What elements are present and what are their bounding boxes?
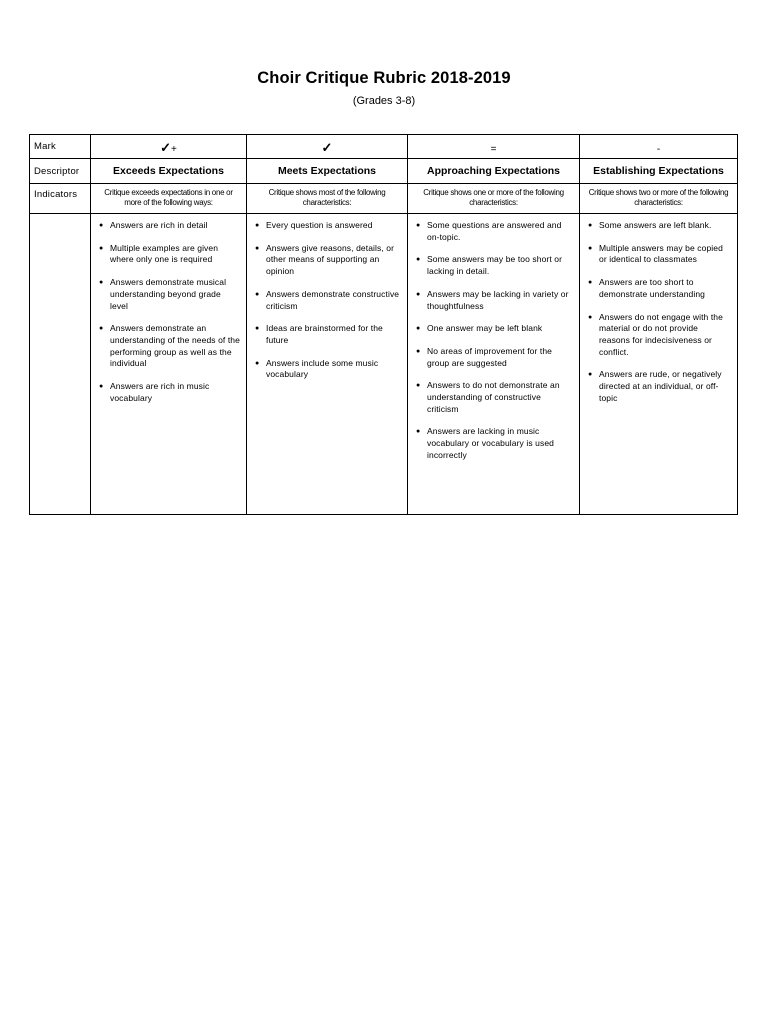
descriptor-label-cell	[30, 159, 91, 184]
list-item: ● Multiple answers may be copied or identical to classmates	[588, 242, 723, 265]
descriptor-label: Descriptor	[34, 166, 80, 177]
checkmark-icon: ✓	[160, 140, 172, 155]
indicator-cell-establishing	[580, 184, 738, 214]
bullet-icon: ●	[416, 256, 421, 264]
indicators-label: Indicators	[34, 189, 78, 200]
criteria-cell-meets	[247, 214, 408, 515]
list-item: ● Answers demonstrate constructive criticism	[255, 288, 400, 311]
criteria-list	[408, 214, 579, 462]
bullet-icon: ●	[255, 359, 260, 367]
rubric-table	[29, 134, 738, 515]
list-item: ● No areas of improvement for the group are suggested	[416, 345, 552, 368]
list-item: ● Some questions are answered and on-topic.	[416, 220, 562, 242]
list-item: ● Answers are too short to demonstrate understanding	[588, 277, 705, 299]
criteria-list	[91, 214, 246, 404]
criteria-list	[580, 214, 737, 404]
list-item: ● Answers may be lacking in variety or thoughtfulness	[416, 288, 569, 311]
indicator-text: Critique shows two or more of the following characteristics:	[588, 188, 729, 207]
bullet-icon: ●	[416, 347, 421, 355]
bullet-icon: ●	[255, 325, 260, 333]
list-item: ● Ideas are brainstormed for the future	[255, 323, 383, 345]
criteria-cell-approaching	[408, 214, 580, 515]
page-subtitle: (Grades 3-8)	[352, 95, 416, 107]
list-item: ● Every question is answered	[255, 220, 373, 230]
bullet-icon: ●	[416, 428, 421, 436]
descriptor-cell-establishing	[580, 159, 738, 184]
descriptor-row	[30, 159, 738, 184]
checkmark-icon: ✓	[321, 140, 333, 155]
descriptor-text: Exceeds Expectations	[113, 165, 224, 177]
list-item: ● Multiple examples are given where only one is required	[99, 242, 219, 265]
list-item: ● Answers are rich in music vocabulary	[99, 381, 210, 403]
mark-suffix: +	[171, 144, 177, 155]
descriptor-text: Meets Expectations	[277, 165, 377, 177]
bullet-icon: ●	[416, 290, 421, 298]
bullet-icon: ●	[99, 279, 104, 287]
indicator-cell-approaching	[408, 184, 580, 214]
list-item: ● Some answers may be too short or lacking in detail.	[416, 254, 563, 277]
bullet-icon: ●	[99, 325, 104, 333]
bullet-icon: ●	[255, 244, 260, 252]
mark-label-cell	[30, 135, 91, 159]
bullet-icon: ●	[416, 325, 421, 333]
mark-cell-meets	[247, 135, 408, 159]
descriptor-cell-approaching	[408, 159, 580, 184]
bullet-icon: ●	[255, 222, 260, 229]
bullet-icon: ●	[99, 244, 104, 252]
mark-suffix: -	[656, 144, 661, 155]
mark-cell-approaching	[408, 135, 580, 159]
bullet-icon: ●	[416, 382, 421, 390]
bullet-icon: ●	[99, 222, 104, 229]
list-item: ● Answers to do not demonstrate an understanding of constructive criticism	[416, 380, 560, 414]
bullet-icon: ●	[588, 279, 593, 287]
descriptor-cell-exceeds	[91, 159, 247, 184]
indicator-text: Critique shows most of the following characteristics:	[268, 188, 386, 207]
criteria-list	[247, 214, 407, 381]
list-item: ● Answers demonstrate an understanding of the needs of the performing group as well as the individual	[99, 323, 240, 369]
list-item: ● One answer may be left blank	[416, 323, 543, 334]
mark-row	[30, 135, 738, 159]
bullet-icon: ●	[416, 222, 421, 229]
bullet-icon: ●	[588, 313, 593, 321]
criteria-cell-exceeds	[91, 214, 247, 515]
page-title: Choir Critique Rubric 2018-2019	[257, 69, 511, 87]
mark-cell-establishing	[580, 135, 738, 159]
criteria-label-cell	[30, 214, 91, 515]
list-item: ● Answers do not engage with the material or do not provide reasons for indecisiveness or conflict.	[588, 311, 723, 357]
mark-cell-exceeds	[91, 135, 247, 159]
indicators-row	[30, 184, 738, 214]
bullet-icon: ●	[588, 371, 593, 379]
mark-label: Mark	[34, 141, 56, 152]
list-item: ● Some answers are left blank.	[588, 220, 712, 230]
list-item: ● Answers include some music vocabulary	[255, 357, 379, 380]
indicator-text: Critique exceeds expectations in one or more of the following ways:	[104, 188, 233, 207]
criteria-cell-establishing	[580, 214, 738, 515]
indicator-cell-exceeds	[91, 184, 247, 214]
indicators-label-cell	[30, 184, 91, 214]
bullet-icon: ●	[588, 222, 593, 229]
list-item: ● Answers are lacking in music vocabulary or vocabulary is used incorrectly	[416, 426, 554, 460]
bullet-icon: ●	[255, 290, 260, 298]
descriptor-cell-meets	[247, 159, 408, 184]
indicator-text: Critique shows one or more of the following characteristics:	[423, 188, 564, 207]
descriptor-text: Approaching Expectations	[426, 165, 561, 177]
criteria-row	[30, 214, 738, 515]
list-item: ● Answers demonstrate musical understanding beyond grade level	[99, 277, 227, 311]
bullet-icon: ●	[588, 244, 593, 252]
indicator-cell-meets	[247, 184, 408, 214]
bullet-icon: ●	[99, 383, 104, 391]
list-item: ● Answers are rude, or negatively directed at an individual, or off-topic	[588, 369, 722, 403]
list-item: ● Answers are rich in detail	[99, 220, 208, 230]
mark-suffix: =	[490, 144, 497, 155]
list-item: ● Answers give reasons, details, or other means of supporting an opinion	[255, 242, 395, 277]
descriptor-text: Establishing Expectations	[593, 165, 724, 177]
